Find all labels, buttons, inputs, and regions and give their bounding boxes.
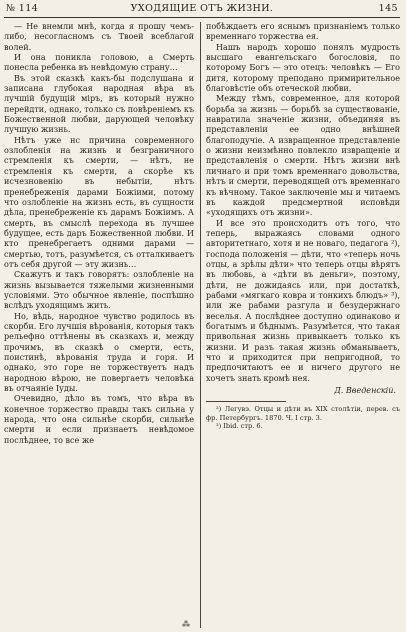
page-number: 145: [378, 3, 398, 14]
ornament-icon: ⁂: [182, 620, 190, 629]
footnote-rule: [206, 401, 286, 402]
paragraph: И она поникла головою, а Смерть понесла ребенка въ невѣдомую страну…: [4, 53, 194, 73]
paragraph: Скажутъ и такъ говорятъ: озлобленіе на жизнь вызывается тяжелыми жизненными условіями. Это обычное явленіе, поспѣшно вслѣдъ уходящимъ жить.: [4, 270, 194, 311]
left-column: [4, 22, 194, 446]
author-signature: Д. Введенскій.: [334, 386, 396, 396]
paragraph: Между тѣмъ, современное, для которой борьба за жизнь — борьбѣ за существованіе, навратила значеніе жизни, объединяя въ представленіи ее одно внѣшней благоподучіе. А извращенное представленіе о жизни неизмѣнно повлекло извращеніе и представленія о смерти. Нѣтъ жизни внѣ личнаго и при томъ временнаго довольства, нѣтъ и смерти, переводящей отъ временнаго къ вѣчному. Такое заключеніе мы и читаемъ въ каждой предсмертной исповѣди «уходящихъ отъ жизни».: [206, 94, 400, 218]
page-title: УХОДЯЩИЕ ОТЪ ЖИЗНИ.: [130, 3, 274, 14]
paragraph: И все это происходитъ отъ того, что теперь, выражаясь словами одного авторитетнаго, хотя и не новаго, педагога ²), господа положенія — дѣти, что «теперь ночь отцы, а зрѣлы дѣти» что теперь отцы вѣрятъ въ любовь, а «дѣти въ деньги», поэтому, дѣти, не дожидаясь или, при достаткѣ, рабами «мягкаго ковра и тонкихъ блюдъ» ³), или же рабами разгула и безудержнаго веселья. А послѣднее доступно одинаково и богатымъ и бѣднымъ. Разумѣется, что такая привольная жизнь привыкаетъ только къ жизни. И разъ такая жизнь обманываетъ, что и приходится при непригодной, то предпочитаютъ ее и ничего другого не хочетъ знать кромѣ нея.: [206, 218, 400, 383]
paragraph: — Не внемли мнѣ, когда я прошу чемъ-либо, несогласномъ съ Твоей всеблагой волей.: [4, 22, 194, 52]
paragraph: Нѣтъ уже нс причина современного озлобленія на жизнь и безграничного стремленія къ смерти, — нѣтъ, не стремленія къ смерти, а скорѣе къ исчезновенію въ небытіи, нѣтъ пренебреженія дарами Божіими, потому что озлобленіе на жизнь есть, въ сущности дѣла, пренебреженіе къ дарамъ Божіимъ. А смерть, въ смыслѣ перехода въ лучшее будущее, есть даръ Божественной любви. И кто пренебрегаетъ одними дарами — смертью, тотъ, разумѣется, съ отталкиваетъ отъ себя другой — эту жизнь…: [4, 135, 194, 269]
footnote: ³) Ibid. стр. 6.: [216, 422, 263, 431]
paragraph: Очевидно, дѣло въ томъ, что вѣра въ конечное торжество правды такъ сильна у народа, что она сильнѣе скорби, сильнѣе смерти и если признаетъ невѣдомое послѣднее, то все же: [4, 394, 194, 445]
paragraph: Нашъ народъ хорошо понялъ мудрость высшаго евангельскаго богословія, по которому Богъ — это отецъ: человѣкъ — Его дитя, которому преподано примирительное благовѣстіе объ отеческой любви.: [206, 42, 400, 94]
header-rule: [4, 17, 400, 18]
page-header: [6, 3, 398, 17]
footnote: ²) Легувэ. Отцы и дѣти въ XIX столѣтіи, перев. съ фр. Петербургъ. 1870. Ч. I стр. 3.: [206, 405, 400, 422]
column-divider: [200, 22, 201, 628]
right-column: [206, 22, 400, 431]
paragraph: Но, вѣдь, народное чувство родилось въ скорби. Его лучшія вѣрованія, которыя такъ рельефно оттѣнены въ сказкахъ и, между прочимъ, въ сказкѣ о смерти, есть, поистинѣ, вѣрованія труда и горя. И однако, это горе не торжествуетъ надъ народною вѣрою, не повергаетъ человѣка въ отчаяніе Іуды.: [4, 311, 194, 394]
issue-number: № 114: [6, 3, 39, 14]
paragraph: Въ этой сказкѣ какъ-бы подслушана и записана глубокая народная вѣра въ лучшій будущій міръ, въ который нужно перейдти, однако, только съ повѣреніемъ къ Божественной любви, дарующей человѣку лучшую жизнь.: [4, 73, 194, 135]
paragraph: побѣждаетъ его яснымъ признаніемъ только временнаго торжества ея.: [206, 22, 400, 42]
